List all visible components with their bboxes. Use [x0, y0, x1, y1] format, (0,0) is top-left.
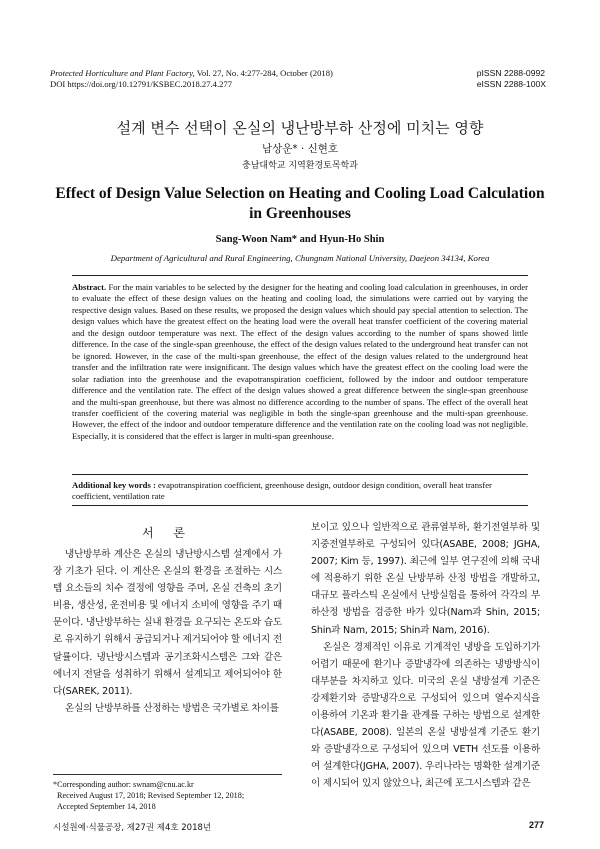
affiliation-english: Department of Agricultural and Rural Engineering, Chungnam National University, Daejeon 34134, Korea [110, 253, 490, 263]
body-column-right [311, 519, 540, 793]
abstract-body: For the main variables to be selected by the designer for the heating and cooling load calculation in greenhouses, in order to evaluate the effect of these design values on the heating and cooling load, the simulations were carried out by varying the respective design values. Based on these results, we proposed the design values which should pay special attention to selection. The design values which have the greatest effect on the heating load were the overall heat transfer coefficient of the covering material and the design outdoor temperature was next. The effect of the design values according to the number of spans showed little difference. In the case of the single-span greenhouse, the effect of the design values related to the underground heat transfer can not be ignored. However, in the case of the multi-span greenhouse, the effect of the design values related to the underground heat transfer and the infiltration rate were insignificant. The design values which have the greatest effect on the cooling load were the solar radiation into the greenhouse and the evapotranspiration coefficient, followed by the indoor and outdoor temperature difference and the ventilation rate. The effect of the design values showed a great difference between the single-span greenhouse and the multi-span greenhouse, but there was almost no difference according to the number of spans. The effect of the overall heat transfer coefficient of the covering material was negligible in both the single-span greenhouse and the multi-span greenhouse. However, the effect of the indoor and outdoor temperature difference and the ventilation rate on the cooling load was not negligible. Especially, it is considered that the effect is larger in multi-span greenhouse. [72, 282, 529, 441]
abstract-bottom-rule [72, 474, 528, 475]
received-date: Received August 17, 2018; Revised September 12, 2018; [57, 791, 245, 800]
paragraph: 보이고 있으나 일반적으로 관류열부하, 환기전열부하 및 지중전열부하로 구성되어 있다(ASABE, 2008; JGHA, 2007; Kim 등, 1997). 최근에 일부 연구진에 의해 국내에 적용하기 위한 온실 난방부하 산정 방법을 개발하고, 대규모 플라스틱 온실에서 난방실험을 통하여 각각의 부하산정 방법을 검증한 바가 있다(Nam과 Shin, 2015; Shin과 Nam, 2015; Shin과 Nam, 2016). [311, 522, 540, 636]
issn-block [477, 68, 546, 90]
journal-name: Protected Horticulture and Plant Factory, [50, 68, 195, 78]
paragraph: 냉난방부하 계산은 온실의 냉난방시스템 설계에서 가장 기초가 된다. 이 계산은 온실의 환경을 조절하는 시스템 요소들의 치수 결정에 영향을 주며, 온실 건축의 초기비용, 생산성, 운전비용 및 에너지 소비에 영향을 주기 때문이다. 냉난방부하는 실내 환경을 요구되는 온도와 습도로 유지하기 위해서 공급되거나 제거되어야 할 에너지 전달률이다. 냉난방시스템과 공기조화시스템은 그와 같은 에너지 전달을 성취하기 위해서 설계되고 제어되어야 한다(SAREK, 2011). [53, 549, 282, 697]
pissn: pISSN 2288-0992 [476, 68, 546, 78]
abstract [72, 282, 528, 442]
corresponding-author: *Corresponding author: swnam@cnu.ac.kr [53, 780, 194, 789]
footnote [53, 779, 244, 812]
title-english-line1: Effect of Design Value Selection on Heating and Cooling Load Calculation [55, 185, 545, 202]
keywords-bottom-rule [72, 505, 528, 506]
keywords-body: evapotranspiration coefficient, greenhouse design, outdoor design condition, overall heat transfer coefficient, ventilation rate [72, 480, 492, 502]
section-heading-introduction: 서 론 [142, 526, 193, 540]
accepted-date: Accepted September 14, 2018 [57, 802, 156, 811]
keywords-label: Additional key words : [72, 480, 156, 490]
volume-info: Vol. 27, No. 4:277-284, October (2018) [196, 68, 333, 78]
abstract-top-rule [72, 275, 528, 276]
footnote-rule [53, 774, 282, 775]
authors-korean: 남상운* · 신현호 [261, 143, 339, 155]
footer-journal: 시설원예·식물공장, 제27권 제4호 2018년 [53, 823, 212, 833]
doi-link[interactable]: DOI https://doi.org/10.12791/KSBEC.2018.27.4.277 [50, 79, 232, 89]
affiliation-korean: 충남대학교 지역환경토목학과 [242, 161, 358, 171]
authors-english: Sang-Woon Nam* and Hyun-Ho Shin [215, 234, 385, 245]
body-column-left [53, 546, 282, 717]
abstract-label: Abstract. [72, 282, 107, 292]
page-number: 277 [528, 820, 544, 830]
title-english-line2: in Greenhouses [249, 205, 351, 222]
keywords [72, 480, 528, 503]
title-korean: 설계 변수 선택이 온실의 냉난방부하 산정에 미치는 영향 [116, 119, 484, 137]
journal-header [50, 68, 333, 90]
title-english [50, 184, 550, 224]
paragraph: 온실은 경제적인 이유로 기계적인 냉방을 도입하기가 어렵기 때문에 환기나 증발냉각에 의존하는 냉방방식이 대부분을 차지하고 있다. 미국의 온실 냉방설계 기준은 강제환기와 증발냉각으로 구성되어 있으며 열수지식을 이용하여 기온과 환기율 관계를 구하는 방법으로 설계한다(ASABE, 2008). 일본의 온실 냉방설계 기준도 환기와 증발냉각으로 구성되어 있으며 VETH 선도를 이용하여 설계한다(JGHA, 2007). 우리나라는 명확한 설계기준이 제시되어 있지 않았으나, 최근에 포그시스템과 같은 [311, 641, 540, 790]
paragraph: 온실의 난방부하를 산정하는 방법은 국가별로 차이를 [65, 702, 279, 714]
eissn: eISSN 2288-100X [476, 79, 546, 89]
